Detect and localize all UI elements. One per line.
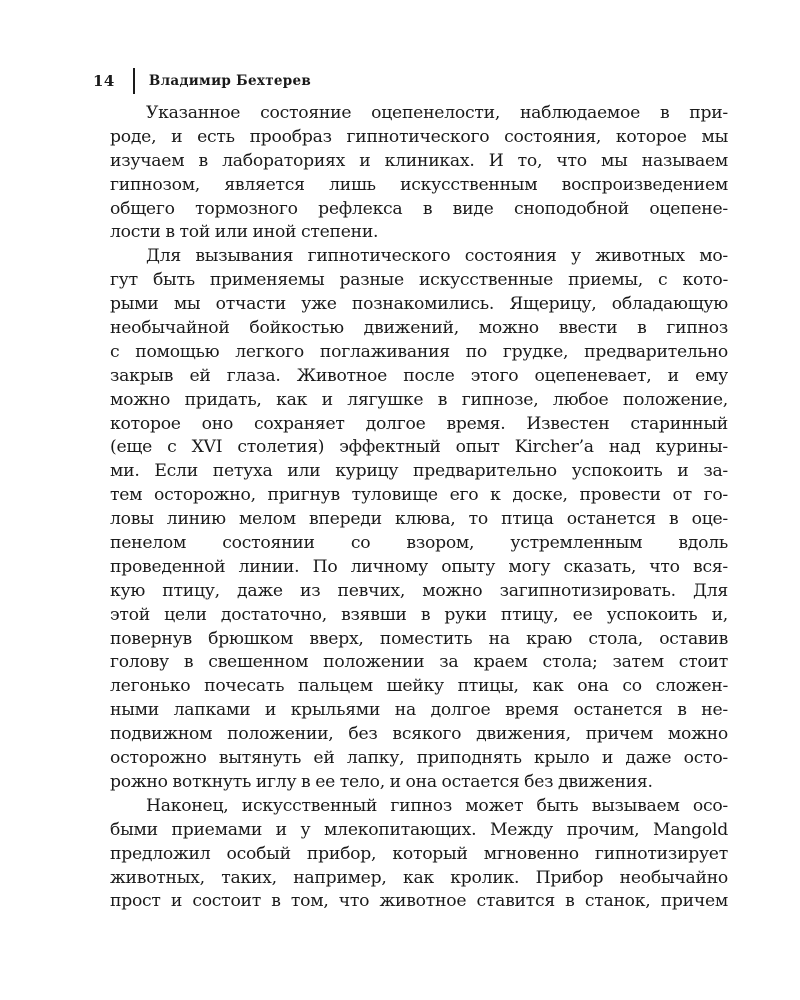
paragraph — [110, 795, 728, 914]
text-line: голову в свешенном положении за краем стола; затем стоит — [110, 652, 728, 673]
text-line: легонько почесать пальцем шейку птицы, как она со сложен- — [110, 676, 728, 697]
text-line: можно придать, как и лягушке в гипнозе, любое положение, — [110, 389, 728, 410]
text-line: изучаем в лабораториях и клиниках. И то, что мы называем — [110, 150, 728, 171]
text-line: рожно воткнуть иглу в ее тело, и она остается без движения. — [110, 771, 653, 792]
text-line: быми приемами и у млекопитающих. Между прочим, Mangold — [110, 819, 728, 840]
text-line: этой цели достаточно, взявши в руки птицу, ее успокоить и, — [110, 604, 728, 625]
body-text — [110, 102, 728, 914]
text-line: закрыв ей глаза. Животное после этого оцепеневает, и ему — [110, 365, 728, 386]
running-head-author: Владимир Бехтерев — [148, 73, 312, 89]
page-number: 14 — [93, 72, 115, 90]
text-line: подвижном положении, без всякого движения, причем можно — [110, 724, 728, 745]
text-line: предложил особый прибор, который мгновенно гипнотизирует — [110, 843, 728, 864]
text-line: роде, и есть прообраз гипнотического состояния, которое мы — [110, 126, 728, 147]
paragraph — [110, 245, 728, 794]
text-line: тем осторожно, пригнув туловище его к доске, провести от го- — [110, 485, 728, 506]
text-line: гипнозом, является лишь искусственным воспроизведением — [110, 174, 728, 195]
text-line: Для вызывания гипнотического состояния у животных мо- — [146, 246, 728, 267]
text-line: с помощью легкого поглаживания по грудке, предварительно — [110, 341, 728, 362]
text-line: рыми мы отчасти уже познакомились. Ящерицу, обладающую — [110, 294, 728, 315]
text-line: Наконец, искусственный гипноз может быть вызываем осо- — [146, 795, 728, 816]
text-line: пенелом состоянии со взором, устремленным вдоль — [110, 533, 728, 554]
running-head — [93, 68, 311, 94]
text-line: осторожно вытянуть ей лапку, приподнять крыло и даже осто- — [110, 748, 728, 769]
text-line: (еще с XVI столетия) эффектный опыт Kircher’а над курины- — [110, 437, 728, 458]
text-line: повернув брюшком вверх, поместить на краю стола, оставив — [110, 628, 728, 649]
text-line: которое оно сохраняет долгое время. Известен старинный — [110, 413, 728, 434]
text-line: кую птицу, даже из певчих, можно загипнотизировать. Для — [110, 580, 728, 601]
text-line: ловы линию мелом впереди клюва, то птица останется в оце- — [110, 509, 728, 530]
text-line: необычайной бойкостью движений, можно ввести в гипноз — [110, 318, 728, 339]
text-line: животных, таких, например, как кролик. Прибор необычайно — [110, 867, 728, 888]
text-line: проведенной линии. По личному опыту могу сказать, что вся- — [110, 556, 728, 577]
paragraph — [110, 102, 728, 245]
header-divider — [133, 68, 135, 94]
text-line: гут быть применяемы разные искусственные приемы, с кото- — [110, 270, 728, 291]
text-line: ными лапками и крыльями на долгое время останется в не- — [110, 700, 728, 721]
text-line: ми. Если петуха или курицу предварительно успокоить и за- — [110, 461, 728, 482]
text-line: Указанное состояние оцепенелости, наблюдаемое в при- — [146, 103, 728, 123]
text-line: прост и состоит в том, что животное ставится в станок, причем — [110, 891, 728, 912]
text-line: лости в той или иной степени. — [110, 222, 379, 243]
text-line: общего тормозного рефлекса в виде сноподобной оцепене- — [110, 198, 728, 219]
